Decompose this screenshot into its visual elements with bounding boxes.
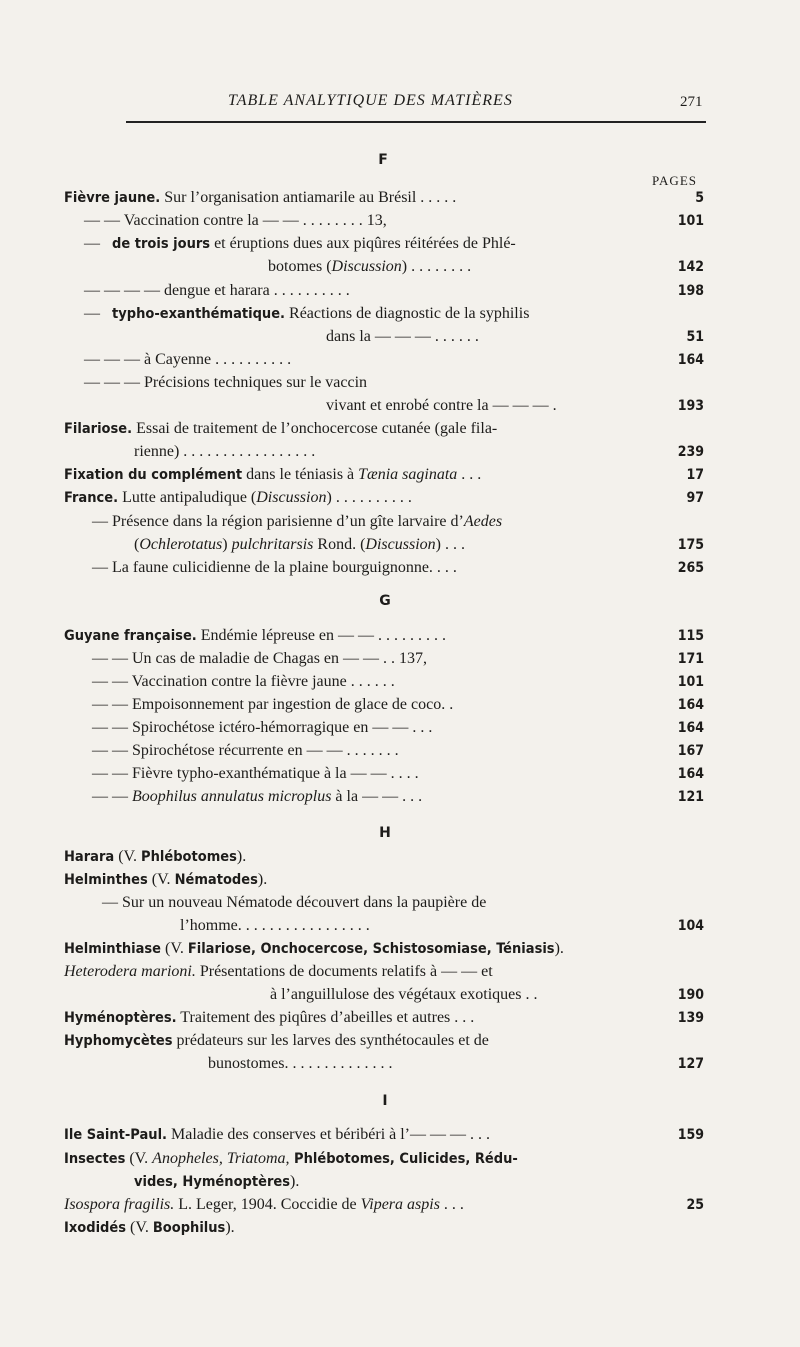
page-ref: 190 bbox=[677, 987, 704, 1003]
running-head-title: TABLE ANALYTIQUE DES MATIÈRES bbox=[228, 92, 513, 109]
index-entry: — — Vaccination contre la — — . . . . . . . . 13, bbox=[84, 212, 387, 229]
page-ref: 51 bbox=[686, 329, 704, 345]
index-entry: — de trois jours et éruptions dues aux piqûres réitérées de Phlé- bbox=[84, 235, 516, 252]
index-entry: Fixation du complément dans le téniasis à Tænia saginata . . . bbox=[64, 466, 482, 483]
index-entry: — Présence dans la région parisienne d’un gîte larvaire d’Aedes bbox=[92, 513, 503, 530]
page-ref: 101 bbox=[677, 213, 704, 229]
index-entry-continuation: vides, Hyménoptères). bbox=[134, 1173, 300, 1190]
index-entry: — typho-exanthématique. Réactions de diagnostic de la syphilis bbox=[84, 305, 530, 322]
index-entry: — — Boophilus annulatus microplus à la — — . . . bbox=[92, 788, 423, 805]
pages-column-label: PAGES bbox=[652, 173, 697, 188]
page-ref: 139 bbox=[677, 1010, 704, 1026]
section-letter-g: G bbox=[379, 593, 391, 609]
index-entry: Insectes (V. Anopheles, Triatoma, Phlébotomes, Culicides, Rédu- bbox=[64, 1150, 518, 1167]
page-ref: 164 bbox=[677, 766, 704, 782]
index-entry: — — Empoisonnement par ingestion de glace de coco. . bbox=[92, 696, 454, 713]
page-ref: 101 bbox=[677, 674, 704, 690]
index-entry-continuation: rienne) . . . . . . . . . . . . . . . . . bbox=[134, 443, 316, 460]
index-entry: — La faune culicidienne de la plaine bourguignonne. . . . bbox=[92, 559, 457, 576]
index-entry: Isospora fragilis. L. Leger, 1904. Coccidie de Vipera aspis . . . bbox=[64, 1196, 464, 1213]
page-ref: 239 bbox=[677, 444, 704, 460]
index-entry-continuation: à l’anguillulose des végétaux exotiques . . bbox=[270, 986, 538, 1003]
section-letter-i: I bbox=[382, 1093, 388, 1109]
index-entry-continuation: l’homme. . . . . . . . . . . . . . . . . bbox=[180, 917, 370, 934]
index-entry: — — — à Cayenne . . . . . . . . . . bbox=[84, 351, 292, 368]
index-entry: Heterodera marioni. Présentations de documents relatifs à — — et bbox=[64, 963, 493, 980]
page-ref: 193 bbox=[677, 398, 704, 414]
page-ref: 121 bbox=[677, 789, 704, 805]
index-entry: France. Lutte antipaludique (Discussion) . . . . . . . . . . bbox=[64, 489, 412, 506]
page-ref: 142 bbox=[677, 259, 704, 275]
section-letter-h: H bbox=[379, 825, 391, 841]
index-entry-continuation: botomes (Discussion) . . . . . . . . bbox=[268, 258, 472, 275]
index-entry: — — Spirochétose ictéro-hémorragique en — — . . . bbox=[92, 719, 433, 736]
page-ref: 25 bbox=[686, 1197, 704, 1213]
index-entry: Ile Saint-Paul. Maladie des conserves et béribéri à l’— — — . . . bbox=[64, 1126, 491, 1143]
index-entry: Fièvre jaune. Sur l’organisation antiamarile au Brésil . . . . . bbox=[64, 189, 457, 206]
index-entry: Filariose. Essai de traitement de l’onchocercose cutanée (gale fila- bbox=[64, 420, 498, 437]
page-ref: 104 bbox=[677, 918, 704, 934]
page-ref: 198 bbox=[677, 283, 704, 299]
header-rule bbox=[126, 121, 706, 123]
index-entry: Hyphomycètes prédateurs sur les larves des synthétocaules et de bbox=[64, 1032, 489, 1049]
page-ref: 175 bbox=[677, 537, 704, 553]
index-entry-continuation: dans la — — — . . . . . . bbox=[326, 328, 479, 345]
page-ref: 164 bbox=[677, 352, 704, 368]
index-entry: Hyménoptères. Traitement des piqûres d’abeilles et autres . . . bbox=[64, 1009, 475, 1026]
page-ref: 5 bbox=[695, 190, 704, 206]
page-ref: 265 bbox=[677, 560, 704, 576]
page-ref: 97 bbox=[686, 490, 704, 506]
index-entry: — — Spirochétose récurrente en — — . . . . . . . bbox=[92, 742, 399, 759]
page-ref: 164 bbox=[677, 720, 704, 736]
index-entry: Harara (V. Phlébotomes). bbox=[64, 848, 247, 865]
page-ref: 127 bbox=[677, 1056, 704, 1072]
page-ref: 167 bbox=[677, 743, 704, 759]
index-entry: — — — — dengue et harara . . . . . . . . . . bbox=[84, 282, 350, 299]
index-entry-continuation: (Ochlerotatus) pulchritarsis Rond. (Discussion) . . . bbox=[134, 536, 465, 553]
index-entry: Helminthes (V. Nématodes). bbox=[64, 871, 268, 888]
index-entry: Guyane française. Endémie lépreuse en — — . . . . . . . . . bbox=[64, 627, 447, 644]
page-ref: 164 bbox=[677, 697, 704, 713]
section-letter-f: F bbox=[378, 152, 388, 168]
index-entry: — — Fièvre typho-exanthématique à la — — . . . . bbox=[92, 765, 419, 782]
index-entry-continuation: vivant et enrobé contre la — — — . bbox=[326, 397, 557, 414]
page-ref: 17 bbox=[686, 467, 704, 483]
page-ref: 159 bbox=[677, 1127, 704, 1143]
index-entry: — — Vaccination contre la fièvre jaune . . . . . . bbox=[92, 673, 395, 690]
index-entry: Ixodidés (V. Boophilus). bbox=[64, 1219, 235, 1236]
index-entry: — — — Précisions techniques sur le vaccin bbox=[84, 374, 368, 391]
index-entry: — Sur un nouveau Nématode découvert dans la paupière de bbox=[102, 894, 487, 911]
index-entry-continuation: bunostomes. . . . . . . . . . . . . . bbox=[208, 1055, 393, 1072]
index-entry: Helminthiase (V. Filariose, Onchocercose, Schistosomiase, Téniasis). bbox=[64, 940, 564, 957]
running-head bbox=[0, 92, 800, 116]
index-entry: — — Un cas de maladie de Chagas en — — . . 137, bbox=[92, 650, 428, 667]
page-ref: 171 bbox=[677, 651, 704, 667]
page-number: 271 bbox=[680, 94, 703, 110]
page-ref: 115 bbox=[677, 628, 704, 644]
